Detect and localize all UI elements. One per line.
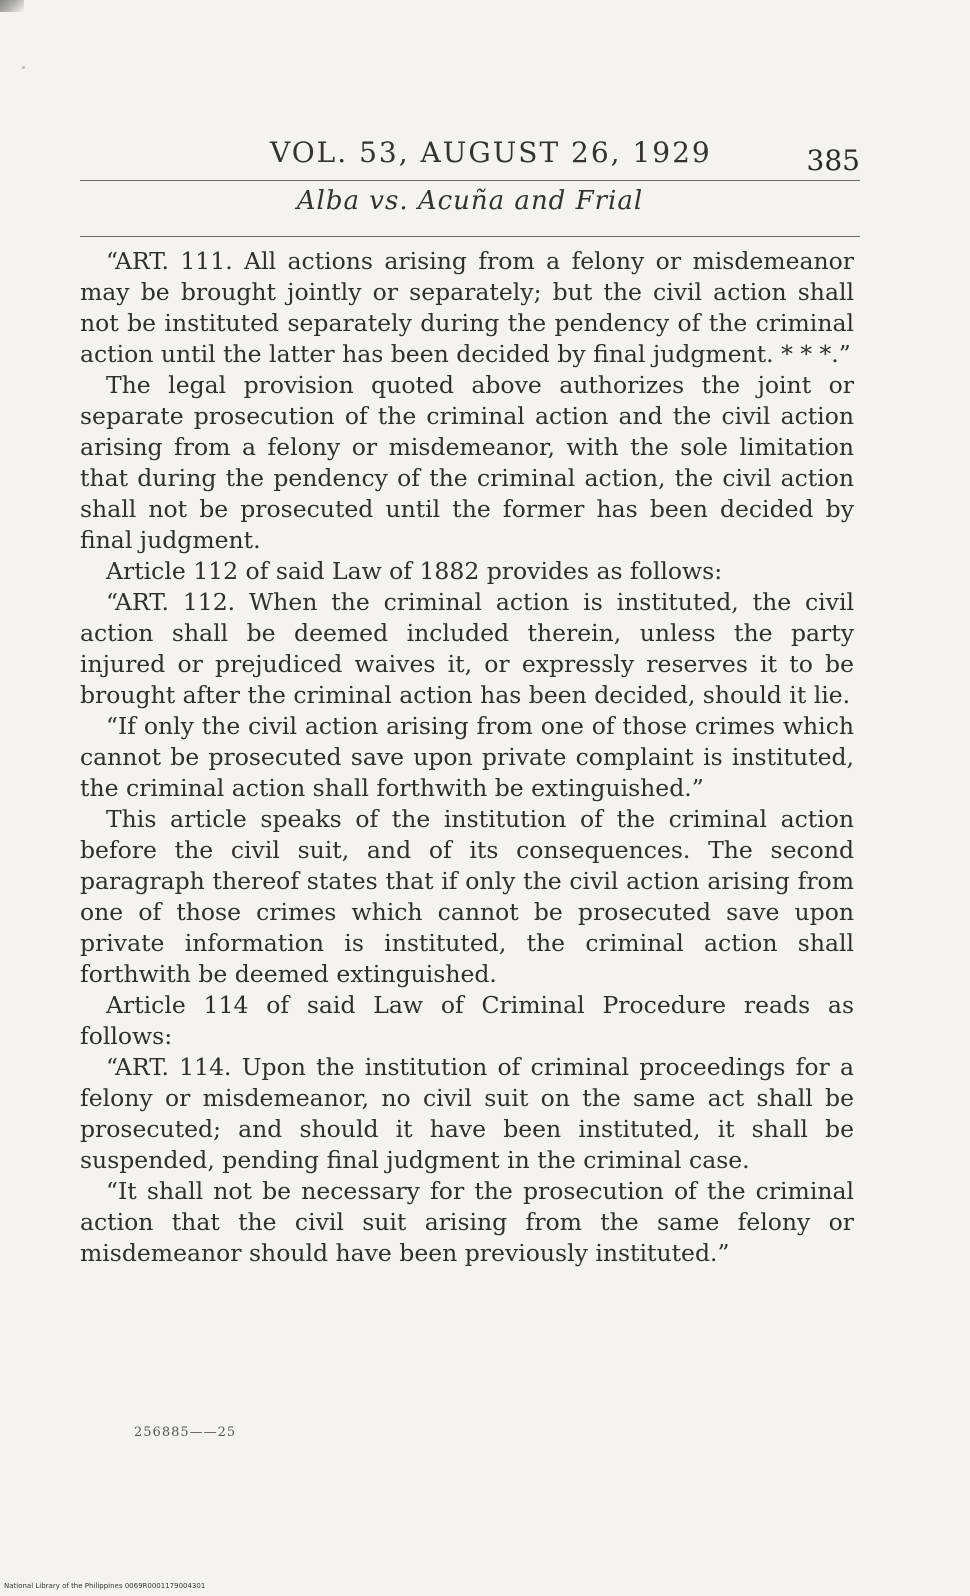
body-text	[80, 246, 854, 1269]
page-number: 385	[806, 144, 860, 177]
paragraph-commentary-111: The legal provision quoted above authorizes the joint or separate prosecution of the criminal action and the civil action arising from a felony or misdemeanor, with the sole limitation that during the pendency of the criminal action, the civil action shall not be prosecuted until the former has been decided by final judgment.	[80, 371, 854, 554]
scan-corner-shadow	[0, 0, 24, 12]
paragraph-art-114: “ART. 114. Upon the institution of criminal proceedings for a felony or misdemeanor, no civil suit on the same act shall be prosecuted; and should it have been instituted, it shall be suspended, pending final judgment in the criminal case.	[80, 1053, 854, 1174]
header-rule-top	[80, 180, 860, 181]
volume-line: VOL. 53, AUGUST 26, 1929	[270, 136, 712, 169]
paragraph-commentary-112: This article speaks of the institution of the criminal action before the civil suit, and of its consequences. The second paragraph thereof states that if only the civil action arising from one of those crimes which cannot be prosecuted save upon private information is instituted, the criminal action shall forthwith be deemed extinguished.	[80, 805, 854, 988]
header-rule-bottom	[80, 236, 860, 237]
paragraph-intro-112: Article 112 of said Law of 1882 provides as follows:	[106, 557, 723, 585]
case-title: Alba vs. Acuña and Frial	[296, 186, 644, 216]
signature-mark: 256885——25	[134, 1425, 237, 1440]
running-head	[80, 132, 860, 176]
paragraph-art-112: “ART. 112. When the criminal action is instituted, the civil action shall be deemed included therein, unless the party injured or prejudiced waives it, or expressly reserves it to be brought after the criminal action has been decided, should it lie.	[80, 588, 854, 709]
paragraph-art-112-second: “If only the civil action arising from one of those crimes which cannot be prosecuted save upon private complaint is instituted, the criminal action shall forthwith be extinguished.”	[80, 712, 854, 802]
paragraph-art-114-second: “It shall not be necessary for the prosecution of the criminal action that the civil suit arising from the same felony or misdemeanor should have been previously instituted.”	[80, 1177, 854, 1267]
dust-speck	[22, 66, 25, 69]
paragraph-art-111: “ART. 111. All actions arising from a felony or misdemeanor may be brought jointly or separately; but the civil action shall not be instituted separately during the pendency of the criminal action until the latter has been decided by final judgment. * * *.”	[80, 247, 854, 368]
microfilm-label: National Library of the Philippines 0069R0001179004301	[4, 1582, 206, 1590]
paragraph-intro-114: Article 114 of said Law of Criminal Procedure reads as follows:	[80, 991, 854, 1050]
